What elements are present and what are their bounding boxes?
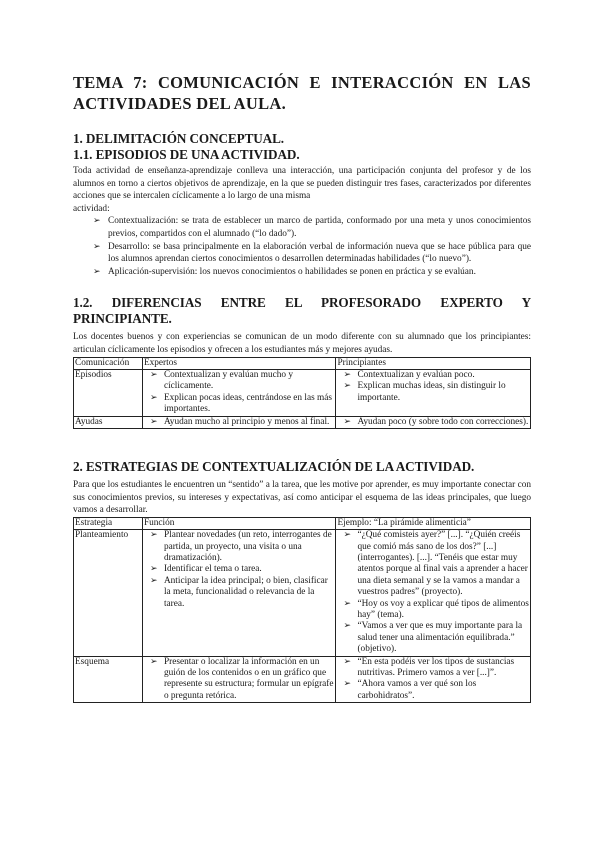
section-1-1-intro (73, 165, 531, 215)
table-header: Ejemplo: “La pirámide alimenticia” (336, 517, 531, 529)
table-cell (142, 656, 336, 703)
table-header: Principiantes (336, 357, 531, 369)
list-item: ➢ Ayudan mucho al principio y menos al final. (150, 417, 335, 428)
experts-table (73, 357, 531, 429)
list-item: ➢ Anticipar la idea principal; o bien, clasificar la meta, funcionalidad o relevancia de la tarea. (150, 576, 335, 610)
section-1-heading: 1. DELIMITACIÓN CONCEPTUAL. (73, 131, 285, 146)
list-item: ➢ “¿Qué comisteis ayer?” [...]. “¿Quién creéis que comió más sano de los dos?” [...] (interrogantes). [...]. “Tenéis que estar muy atentos porque al final vais a aprender a hacer una dieta semanal y se la vamos a mandar a vuestros padres” (proyecto). (343, 530, 529, 598)
list-item: ➢ Explican muchas ideas, sin distinguir lo importante. (343, 381, 529, 404)
section-1-2-intro: Los docentes buenos y con experiencias se comunican de un modo diferente con su alumnado que los principiantes: articulan cíclicamente los episodios y ofrecen a los estudiantes más y mejores ayudas. (73, 332, 531, 355)
list-item: ➢ Plantear novedades (un reto, interrogantes de partida, un proyecto, una visita o una dramatización). (150, 530, 335, 564)
strategies-table (73, 517, 531, 704)
list-item: ➢ “Ahora vamos a ver qué son los carbohidratos”. (343, 679, 529, 702)
intro-text: Toda actividad de enseñanza-aprendizaje conlleva una interacción, una participación conjunta del profesor y de los alumnos en torno a ciertos objetivos de aprendizaje, en la que se pueden distinguir tres fases, caracterizados por diferentes acciones que se intercalen cíclicamente a lo largo de una misma (73, 166, 531, 202)
list-item: ➢ Explican pocas ideas, centrándose en las más importantes. (150, 393, 335, 416)
table-cell (142, 530, 336, 656)
table-row (74, 656, 531, 703)
table-cell (336, 656, 531, 703)
section-2-intro: Para que los estudiantes le encuentren un “sentido” a la tarea, que les motive por aprender, es muy importante conectar con sus conocimientos previos, su intereses y expectativas, así como anticipar el esquema de las ideas principales, que luego vamos a desarrollar. (73, 479, 531, 516)
table-row (74, 369, 531, 416)
list-item: ➢ Contextualizan y evalúan poco. (343, 370, 529, 381)
list-item: ➢ Aplicación-supervisión: los nuevos conocimientos o habilidades se ponen en práctica y se evalúan. (93, 266, 531, 279)
table-row (74, 530, 531, 656)
list-item: ➢ Desarrollo: se basa principalmente en la elaboración verbal de información nueva que se hace pública para que los alumnos aprendan ciertos conocimientos o desarrollen determinadas habilidades (“lo nuevo”). (93, 241, 531, 266)
table-header-row (74, 357, 531, 369)
table-row (74, 416, 531, 428)
section-2-heading: 2. ESTRATEGIAS DE CONTEXTUALIZACIÓN DE LA ACTIVIDAD. (73, 458, 475, 474)
intro-end: actividad: (73, 203, 110, 214)
table-header: Función (142, 517, 336, 529)
table-header-row (74, 517, 531, 529)
table-header: Comunicación (74, 357, 143, 369)
table-cell (336, 530, 531, 656)
list-item: ➢ “Hoy os voy a explicar qué tipos de alimentos hay” (tema). (343, 599, 529, 622)
row-label: Esquema (74, 656, 143, 703)
table-header: Estrategia (74, 517, 143, 529)
document-title: TEMA 7: COMUNICACIÓN E INTERACCIÓN EN LAS ACTIVIDADES DEL AULA. (73, 73, 531, 113)
table-cell (336, 369, 531, 416)
row-label: Ayudas (74, 416, 143, 428)
list-item: ➢ “En esta podéis ver los tipos de sustancias nutritivas. Primero vamos a ver [...]”. (343, 657, 529, 680)
list-item: ➢ “Vamos a ver que es muy importante para la salud tener una alimentación equilibrada.” (objetivo). (343, 621, 529, 655)
list-item: ➢ Identificar el tema o tarea. (150, 564, 335, 575)
row-label: Episodios (74, 369, 143, 416)
table-cell (142, 416, 336, 428)
document-page (73, 72, 531, 703)
row-label: Planteamiento (74, 530, 143, 656)
section-1-2-heading: 1.2. DIFERENCIAS ENTRE EL PROFESORADO EXPERTO Y PRINCIPIANTE. (73, 295, 531, 327)
table-cell (142, 369, 336, 416)
section-1-1-heading: 1.1. EPISODIOS DE UNA ACTIVIDAD. (73, 147, 300, 162)
list-item: ➢ Contextualizan y evalúan mucho y cíclicamente. (150, 370, 335, 393)
table-header: Expertos (142, 357, 336, 369)
list-item: ➢ Ayudan poco (y sobre todo con correcciones). (343, 417, 529, 428)
table-cell (336, 416, 531, 428)
list-item: ➢ Contextualización: se trata de establecer un marco de partida, conformado por una meta y unos conocimientos previos, compartidos con el alumnado (“lo dado”). (93, 215, 531, 240)
list-item: ➢ Presentar o localizar la información en un guión de los contenidos o en un gráfico que represente su estructura; formular un epígrafe o pregunta retórica. (150, 657, 335, 703)
phases-list (73, 215, 531, 278)
